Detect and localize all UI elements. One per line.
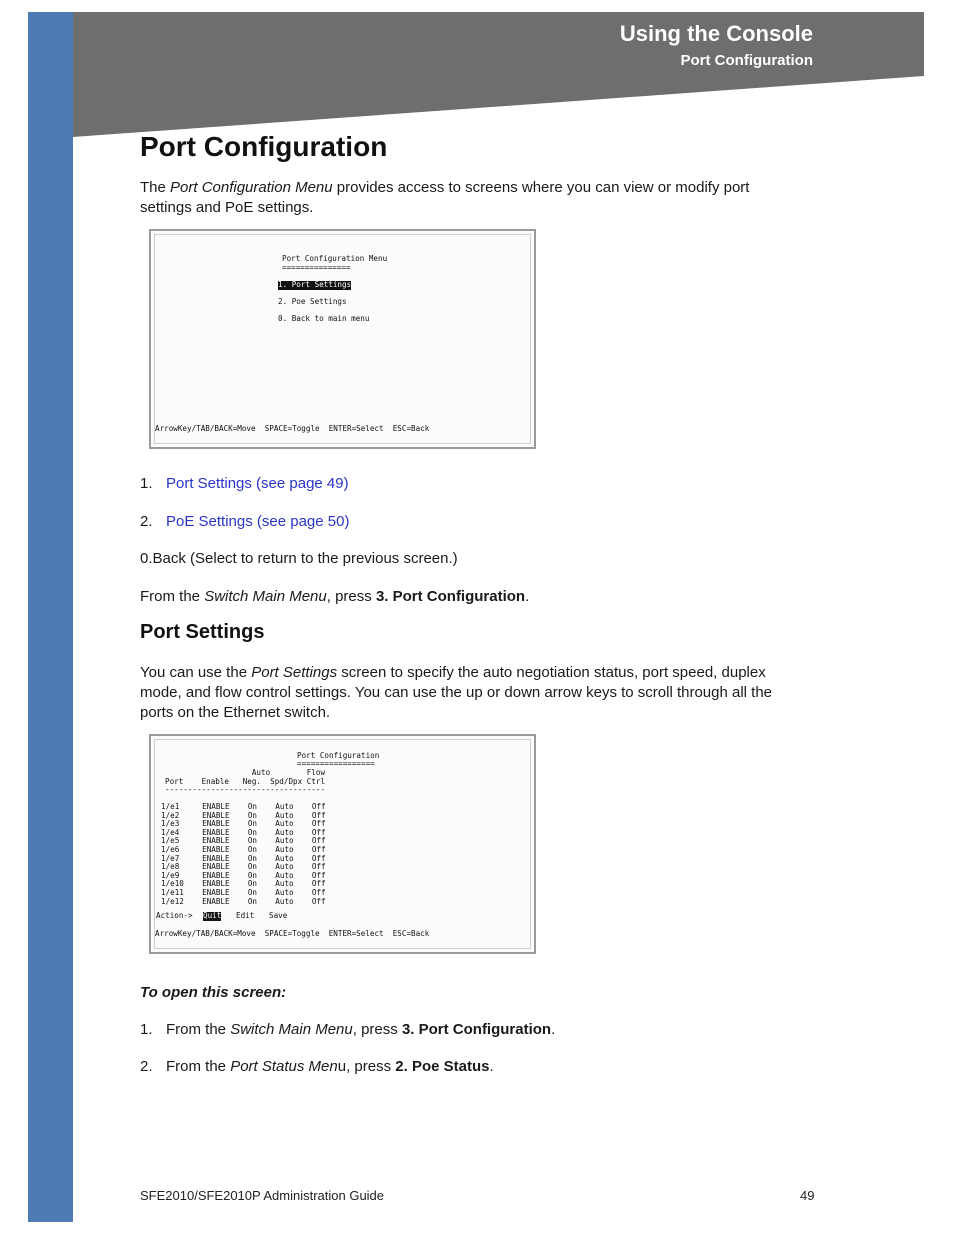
console-port-row[interactable]: 1/e12 ENABLE On Auto Off <box>161 896 326 906</box>
section-paragraph <box>140 663 772 723</box>
port-settings-link[interactable]: Port Settings (see page 49) <box>166 475 349 492</box>
console-help-line: ArrowKey/TAB/BACK=Move SPACE=Toggle ENTER=Select ESC=Back <box>155 929 430 938</box>
step-italic: Switch Main Menu <box>230 1021 353 1038</box>
sidebar-accent-bar <box>28 12 73 1222</box>
from-line <box>140 587 529 607</box>
console-menu-item-back[interactable]: 0. Back to main menu <box>278 314 370 323</box>
console-menu-underline: =============== <box>282 263 351 272</box>
menu-list-item-2 <box>140 512 349 532</box>
section-text-b: screen to specify the auto negotiation status, port speed, duplex <box>337 664 766 681</box>
console-edit-button[interactable]: Edit <box>236 911 255 920</box>
console-quit-button[interactable]: Quit <box>203 911 222 920</box>
console-port-title: Port Configuration <box>297 751 380 760</box>
console-port-row[interactable]: 1/e7 ENABLE On Auto Off <box>161 853 326 863</box>
console-port-row[interactable]: 1/e8 ENABLE On Auto Off <box>161 862 326 872</box>
open-step-2 <box>140 1057 494 1077</box>
menu-list-item-1 <box>140 474 349 494</box>
menu-list-item-0: 0.Back (Select to return to the previous screen.) <box>140 550 458 567</box>
console-port-row[interactable]: 1/e1 ENABLE On Auto Off <box>161 802 326 811</box>
console-menu-title: Port Configuration Menu <box>282 254 388 263</box>
intro-line2: settings and PoE settings. <box>140 199 314 216</box>
console-port-row[interactable]: 1/e5 ENABLE On Auto Off <box>161 836 326 846</box>
step-text: From the <box>166 1058 231 1075</box>
intro-italic: Port Configuration Menu <box>170 179 333 196</box>
step-text-b: , press <box>352 1021 402 1038</box>
console-port-row[interactable]: 1/e4 ENABLE On Auto Off <box>161 827 326 837</box>
console-screenshot-menu <box>149 229 536 449</box>
step-period: . <box>489 1058 494 1075</box>
console-port-row[interactable]: 1/e2 ENABLE On Auto Off <box>161 810 326 820</box>
console-port-row[interactable]: 1/e10 ENABLE On Auto Off <box>161 879 326 889</box>
list-number: 1. <box>140 475 153 492</box>
from-text: From the <box>140 588 205 605</box>
step-period: . <box>551 1021 556 1038</box>
intro-text: The <box>140 179 171 196</box>
step-italic: Port Status Men <box>230 1058 338 1075</box>
console-port-underline: ================= <box>297 759 375 768</box>
list-number: 2. <box>140 1058 153 1075</box>
console-save-button[interactable]: Save <box>269 911 288 920</box>
console-port-row[interactable]: 1/e9 ENABLE On Auto Off <box>161 870 326 880</box>
footer-guide-title: SFE2010/SFE2010P Administration Guide <box>140 1188 385 1203</box>
from-italic: Switch Main Menu <box>204 588 327 605</box>
section-line3: ports on the Ethernet switch. <box>140 704 331 721</box>
open-screen-heading: To open this screen: <box>140 984 287 1001</box>
step-bold: 2. Poe Status <box>395 1058 490 1075</box>
from-text-b: , press <box>326 588 376 605</box>
header-subtitle: Port Configuration <box>680 52 813 69</box>
console-table-head-1: Auto Flow <box>165 768 326 777</box>
console-port-row[interactable]: 1/e3 ENABLE On Auto Off <box>161 819 326 829</box>
console-table-divider: ----------------------------------- <box>165 785 326 794</box>
console-port-row[interactable]: 1/e11 ENABLE On Auto Off <box>161 888 326 897</box>
console-menu-item-port-settings[interactable]: 1. Port Settings <box>278 280 352 289</box>
console-action-label: Action-> <box>156 911 193 920</box>
intro-text-cont: provides access to screens where you can view or modify port <box>332 179 750 196</box>
section-title-port-settings: Port Settings <box>140 621 265 643</box>
intro-paragraph <box>140 178 749 218</box>
list-number: 1. <box>140 1021 153 1038</box>
console-port-row[interactable]: 1/e6 ENABLE On Auto Off <box>161 845 326 854</box>
header-title: Using the Console <box>619 21 813 46</box>
page-title: Port Configuration <box>140 131 388 162</box>
from-period: . <box>525 588 530 605</box>
console-table-head-2: Port Enable Neg. Spd/Dpx Ctrl <box>165 777 326 786</box>
step-text: From the <box>166 1021 231 1038</box>
from-bold: 3. Port Configuration <box>375 588 526 605</box>
section-italic: Port Settings <box>251 664 338 681</box>
open-step-1 <box>140 1020 555 1040</box>
section-line2: mode, and flow control settings. You can use the up or down arrow keys to scroll through all the <box>140 684 773 701</box>
list-number: 2. <box>140 513 153 530</box>
console-screenshot-port-config <box>149 734 536 954</box>
poe-settings-link[interactable]: PoE Settings (see page 50) <box>166 513 350 530</box>
footer-page-number: 49 <box>800 1188 815 1203</box>
step-bold: 3. Port Configuration <box>401 1021 552 1038</box>
step-text-b: u, press <box>337 1058 396 1075</box>
console-menu-item-poe-settings[interactable]: 2. Poe Settings <box>278 297 347 306</box>
console-help-line: ArrowKey/TAB/BACK=Move SPACE=Toggle ENTER=Select ESC=Back <box>155 424 430 433</box>
section-text: You can use the <box>140 664 252 681</box>
